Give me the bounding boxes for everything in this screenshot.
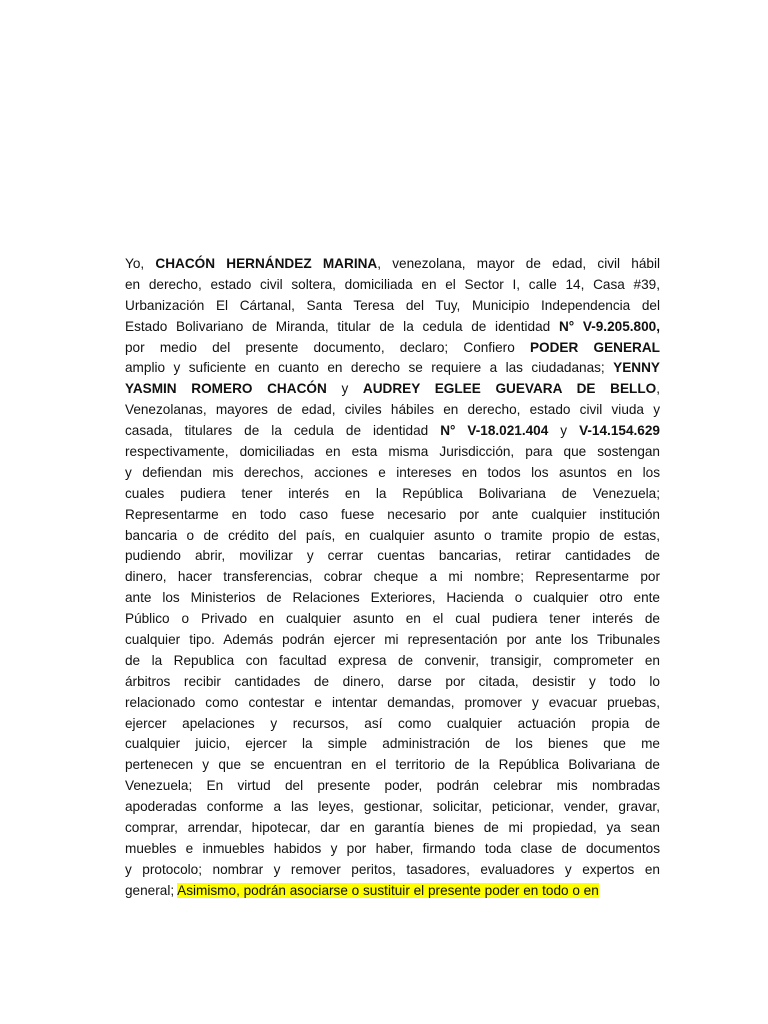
bold-text: YENNY bbox=[613, 360, 660, 376]
text-line bbox=[125, 317, 660, 338]
bold-text: N° V-9.205.800, bbox=[558, 318, 660, 334]
document-body bbox=[125, 254, 660, 902]
text-segment: cualquier tipo. Además podrán ejercer mi representación por ante los Tribunales bbox=[125, 632, 660, 648]
text-line bbox=[125, 651, 660, 672]
highlighted-text: Asimismo, podrán asociarse o sustituir el presente poder en todo o en bbox=[177, 882, 599, 898]
text-line bbox=[125, 734, 660, 755]
text-segment: Representarme en todo caso fuese necesario por ante cualquier institución bbox=[125, 506, 660, 522]
text-line bbox=[125, 442, 660, 463]
text-line bbox=[125, 755, 660, 776]
text-line bbox=[125, 714, 660, 735]
text-segment: apoderadas conforme a las leyes, gestionar, solicitar, peticionar, vender, gravar, bbox=[125, 799, 660, 815]
text-line bbox=[125, 818, 660, 839]
text-segment: , bbox=[656, 381, 660, 397]
text-line bbox=[125, 588, 660, 609]
text-segment: relacionado como contestar e intentar demandas, promover y evacuar pruebas, bbox=[125, 694, 660, 710]
text-segment: Urbanización El Cártanal, Santa Teresa del Tuy, Municipio Independencia del bbox=[125, 297, 660, 313]
bold-text: V-14.154.629 bbox=[579, 423, 660, 439]
text-line bbox=[125, 400, 660, 421]
text-line bbox=[125, 379, 660, 400]
text-line bbox=[125, 672, 660, 693]
text-segment: Venezuela; En virtud del presente poder, podrán celebrar mis nombradas bbox=[125, 778, 660, 794]
text-segment: y bbox=[326, 381, 363, 397]
text-line bbox=[125, 839, 660, 860]
bold-text: CHACÓN HERNÁNDEZ MARINA bbox=[155, 256, 378, 271]
text-segment: por medio del presente documento, declaro; Confiero bbox=[125, 339, 530, 355]
text-segment: Venezolanas, mayores de edad, civiles hábiles en derecho, estado civil viuda y bbox=[125, 402, 660, 418]
text-segment: casada, titulares de la cedula de identidad bbox=[125, 423, 441, 439]
text-line bbox=[125, 567, 660, 588]
text-line bbox=[125, 463, 660, 484]
text-line bbox=[125, 338, 660, 359]
text-line bbox=[125, 358, 660, 379]
text-segment: respectivamente, domiciliadas en esta misma Jurisdicción, para que sostengan bbox=[125, 444, 660, 460]
text-segment: cualquier juicio, ejercer la simple administración de los bienes que me bbox=[125, 736, 660, 752]
text-segment: de la Republica con facultad expresa de convenir, transigir, comprometer en bbox=[125, 652, 660, 668]
text-segment: árbitros recibir cantidades de dinero, darse por citada, desistir y todo lo bbox=[125, 673, 660, 689]
text-line bbox=[125, 693, 660, 714]
text-line bbox=[125, 546, 660, 567]
text-segment: en derecho, estado civil soltera, domiciliada en el Sector I, calle 14, Casa #39, bbox=[125, 276, 660, 292]
text-line bbox=[125, 254, 660, 275]
text-segment: bancaria o de crédito del país, en cualquier asunto o tramite propio de estas, bbox=[125, 527, 660, 543]
text-segment: general; bbox=[125, 882, 178, 898]
text-segment: y defiendan mis derechos, acciones e intereses en todos los asuntos en los bbox=[125, 464, 660, 480]
bold-text: N° V-18.021.404 bbox=[440, 423, 549, 439]
text-segment: ejercer apelaciones y recursos, así como cualquier actuación propia de bbox=[125, 715, 660, 731]
bold-text: AUDREY EGLEE GUEVARA DE BELLO bbox=[362, 381, 657, 397]
text-segment: ante los Ministerios de Relaciones Exteriores, Hacienda o cualquier otro ente bbox=[125, 590, 660, 606]
text-segment: dinero, hacer transferencias, cobrar cheque a mi nombre; Representarme por bbox=[125, 569, 660, 585]
text-segment: comprar, arrendar, hipotecar, dar en garantía bienes de mi propiedad, ya sean bbox=[125, 820, 660, 836]
text-segment: muebles e inmuebles habidos y por haber, firmando toda clase de documentos bbox=[125, 840, 660, 856]
text-segment: Yo, bbox=[125, 256, 156, 271]
text-line bbox=[125, 860, 660, 881]
text-segment: y protocolo; nombrar y remover peritos, tasadores, evaluadores y expertos en bbox=[125, 861, 660, 877]
text-segment: pudiendo abrir, movilizar y cerrar cuentas bancarias, retirar cantidades de bbox=[125, 548, 660, 564]
text-line bbox=[125, 881, 660, 902]
text-line bbox=[125, 484, 660, 505]
text-segment: y bbox=[548, 423, 580, 439]
bold-text: PODER GENERAL bbox=[529, 339, 660, 355]
text-segment: Estado Bolivariano de Miranda, titular de la cedula de identidad bbox=[125, 318, 559, 334]
text-segment: , venezolana, mayor de edad, civil hábil bbox=[377, 256, 661, 271]
text-line bbox=[125, 275, 660, 296]
bold-text: YASMIN ROMERO CHACÓN bbox=[125, 381, 327, 397]
text-segment: cuales pudiera tener interés en la República Bolivariana de Venezuela; bbox=[125, 485, 660, 501]
text-segment: pertenecen y que se encuentran en el territorio de la República Bolivariana de bbox=[125, 757, 660, 773]
text-line bbox=[125, 797, 660, 818]
text-line bbox=[125, 609, 660, 630]
text-line bbox=[125, 296, 660, 317]
text-line bbox=[125, 505, 660, 526]
text-line bbox=[125, 421, 660, 442]
text-line bbox=[125, 526, 660, 547]
text-segment: Público o Privado en cualquier asunto en el cual pudiera tener interés de bbox=[125, 611, 660, 627]
text-line bbox=[125, 776, 660, 797]
text-segment: amplio y suficiente en cuanto en derecho se requiere a las ciudadanas; bbox=[125, 360, 614, 376]
text-line bbox=[125, 630, 660, 651]
